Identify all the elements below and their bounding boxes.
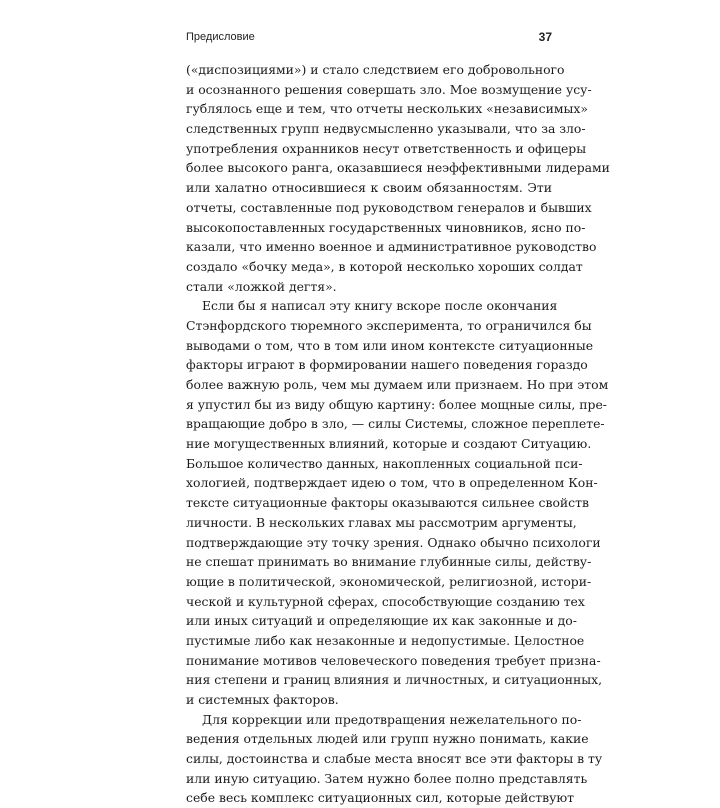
text-line: стали «ложкой дегтя».: [186, 278, 337, 294]
text-line: более важную роль, чем мы думаем или признаем. Но при этом: [186, 377, 609, 392]
text-line: или иных ситуаций и определяющие их как законные и до-: [186, 613, 577, 629]
text-line: отчеты, составленные под руководством генералов и бывших: [186, 199, 592, 215]
text-line: Стэнфордского тюремного эксперимента, то ограничился бы: [186, 317, 592, 333]
text-line: ние могущественных влияний, которые и создают Ситуацию.: [186, 436, 592, 452]
text-line: тексте ситуационные факторы оказываются сильнее свойств: [186, 495, 589, 511]
text-line: и осознанного решения совершать зло. Мое возмущение усу-: [186, 81, 592, 97]
text-line: личности. В нескольких главах мы рассмотрим аргументы,: [186, 514, 577, 530]
text-line: употребления охранников несут ответственность и офицеры: [186, 140, 587, 156]
text-line: выводами о том, что в том или ином контексте ситуационные: [186, 337, 594, 353]
section-title: Предисловие: [186, 31, 255, 43]
body-text: [186, 60, 610, 808]
text-line: Для коррекции или предотвращения нежелательного по-: [202, 711, 582, 727]
text-line: я упустил бы из виду общую картину: более мощные силы, пре-: [186, 396, 607, 412]
text-line: ведения отдельных людей или групп нужно понимать, какие: [186, 731, 589, 747]
text-line: хологией, подтверждает идею о том, что в определенном Кон-: [186, 475, 598, 491]
text-line: понимание мотивов человеческого поведения требует призна-: [186, 652, 601, 668]
text-line: ния степени и границ влияния и личностных, и ситуационных,: [186, 672, 603, 688]
text-line: Если бы я написал эту книгу вскоре после окончания: [202, 298, 558, 314]
text-line: и системных факторов.: [186, 692, 339, 707]
text-line: не спешат принимать во внимание глубинные силы, действу-: [186, 554, 592, 570]
text-line: подтверждающие эту точку зрения. Однако обычно психологи: [186, 534, 601, 550]
text-line: казали, что именно военное и административное руководство: [186, 239, 597, 255]
text-line: силы, достоинства и слабые места вносят все эти факторы в ту: [186, 751, 603, 767]
page-number: 37: [538, 30, 552, 44]
text-line: более высокого ранга, оказавшиеся неэффективными лидерами: [186, 160, 610, 176]
text-line: создало «бочку меда», в которой несколько хороших солдат: [186, 258, 583, 274]
paragraph: [186, 296, 609, 709]
text-line: ющие в политической, экономической, религиозной, истори-: [186, 573, 592, 589]
paragraph: [186, 60, 610, 296]
text-line: или иную ситуацию. Затем нужно более полно представлять: [186, 770, 588, 786]
text-line: пустимые либо как незаконные и недопустимые. Целостное: [186, 632, 585, 648]
text-line: ческой и культурной сферах, способствующие созданию тех: [186, 593, 585, 609]
text-line: или халатно относившиеся к своим обязанностям. Эти: [186, 180, 552, 196]
text-line: факторы играют в формировании нашего поведения гораздо: [186, 357, 588, 373]
text-line: вращающие добро в зло, — силы Системы, сложное переплете-: [186, 416, 605, 432]
running-head: [186, 28, 552, 48]
text-line: высокопоставленных государственных чиновников, ясно по-: [186, 219, 586, 235]
text-line: себе весь комплекс ситуационных сил, которые действуют: [186, 790, 575, 806]
text-line: следственных групп недвусмысленно указывали, что за зло-: [186, 121, 586, 137]
paragraph: [186, 710, 603, 808]
text-line: Большое количество данных, накопленных социальной пси-: [186, 455, 583, 471]
text-line: гублялось еще и тем, что отчеты нескольких «независимых»: [186, 101, 588, 117]
text-line: («диспозициями») и стало следствием его добровольного: [186, 62, 565, 77]
